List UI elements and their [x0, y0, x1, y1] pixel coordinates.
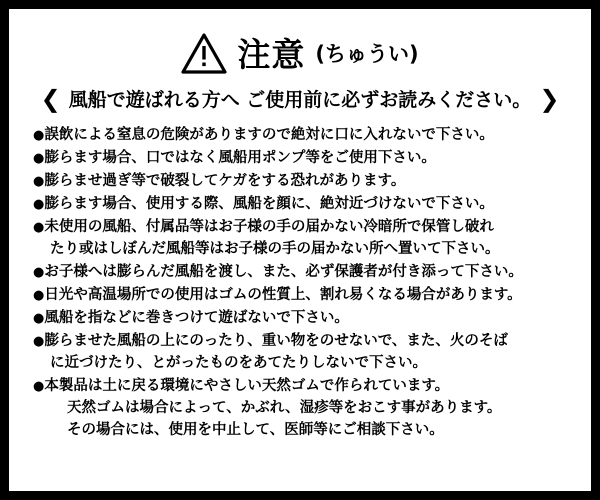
page-title-furigana: (ちゅうい): [315, 41, 419, 66]
list-item: [33, 193, 571, 215]
chevron-left-icon: ❮: [40, 84, 61, 113]
list-item: [33, 261, 571, 283]
note-line: 膨らます場合、口ではなく風船用ポンプ等をご使用下さい。: [44, 150, 436, 167]
list-item: [33, 124, 571, 146]
note-line: に近づけたり、とがったものをあてたりしないで下さい。: [50, 355, 427, 372]
warning-label-content: [9, 9, 591, 491]
bullet-icon: ●: [33, 334, 45, 350]
bullet-icon: ●: [33, 197, 45, 213]
note-line: たり或はしぼんだ風船等はお子様の手の届かない所へ置いて下さい。: [50, 241, 500, 258]
list-item: [33, 330, 571, 374]
bullet-icon: ●: [33, 288, 45, 304]
list-item: [33, 284, 571, 306]
note-line: 風船を指などに巻きつけて遊ばないで下さい。: [44, 310, 349, 327]
bullet-icon: ●: [33, 265, 45, 281]
chevron-right-icon: ❯: [539, 84, 560, 113]
note-line: 膨らます場合、使用する際、風船を顔に、絶対近づけないで下さい。: [44, 196, 494, 213]
note-line: 誤飲による窒息の危険がありますので絶対に口に入れないで下さい。: [44, 127, 494, 143]
list-item: [33, 147, 571, 169]
note-line: 膨らませ過ぎ等で破裂してケガをする恐れがあります。: [44, 173, 406, 190]
note-line: その場合には、使用を中止して、医師等にご相談下さい。: [67, 422, 444, 439]
list-item: [33, 170, 571, 192]
note-line: 膨らませた風船の上にのったり、重い物をのせないで、また、火のそば: [44, 333, 508, 350]
note-line: 日光や高温場所での使用はゴムの性質上、割れ易くなる場合があります。: [44, 287, 522, 304]
bullet-icon: ●: [33, 151, 45, 167]
list-item: [33, 375, 571, 441]
bullet-icon: ●: [33, 311, 45, 327]
subheading-row: [27, 85, 573, 112]
note-line: 未使用の風船、付属品等はお子様の手の届かない冷暗所で保管し破れ: [44, 219, 494, 236]
title-row: [27, 33, 573, 75]
note-line: お子様へは膨らんだ風船を渡し、また、必ず保護者が付き添って下さい。: [44, 264, 523, 281]
warning-notes-list: [27, 124, 573, 441]
bullet-icon: ●: [33, 128, 45, 143]
bullet-icon: ●: [33, 174, 45, 190]
warning-triangle-icon: [181, 33, 227, 75]
page-title: 注意: [237, 34, 306, 74]
list-item: [33, 216, 571, 260]
bullet-icon: ●: [33, 220, 45, 236]
list-item: [33, 307, 571, 329]
note-line: 本製品は土に戻る環境にやさしい天然ゴムで作られています。: [44, 378, 450, 395]
subheading-text: 風船で遊ばれる方へ ご使用前に必ずお読みください。: [68, 89, 532, 111]
note-line: 天然ゴムは場合によって、かぶれ、湿疹等をおこす事があります。: [67, 400, 502, 417]
bullet-icon: ●: [33, 379, 45, 395]
